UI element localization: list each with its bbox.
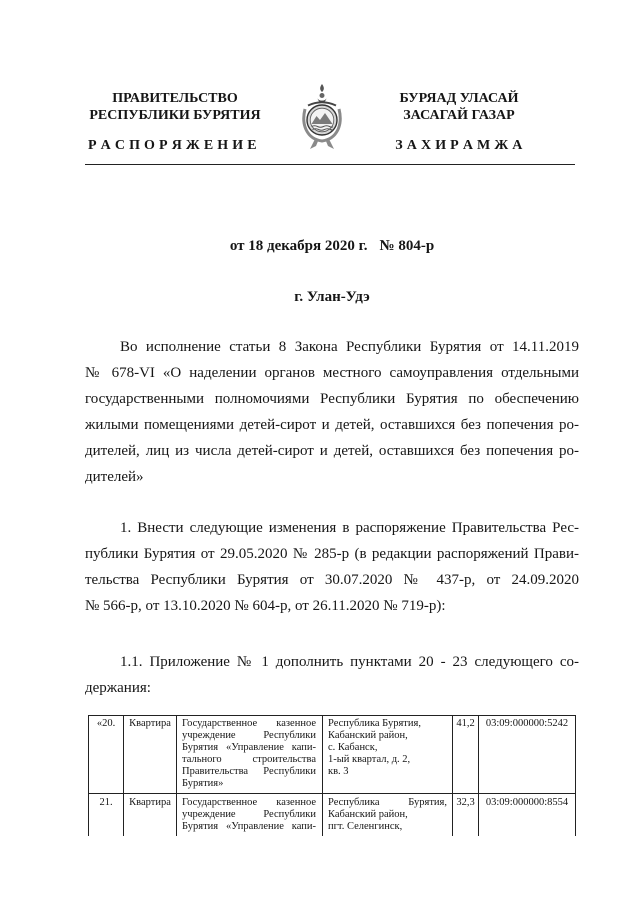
paragraph-line: жилыми помещениями детей-сирот и детей, оставшихся без попечения ро-: [85, 417, 579, 433]
decree-number: № 804-р: [379, 238, 435, 254]
cell-address: [323, 716, 453, 794]
issuer-name-line: ЗАСАГАЙ ГАЗАР: [403, 108, 515, 123]
issuer-name-line: БУРЯАД УЛАСАЙ: [399, 91, 519, 106]
paragraph-line: дителей»: [85, 469, 144, 485]
cell-rights-holder: [177, 794, 323, 836]
issuer-name-bua: [369, 90, 549, 124]
address-line: кв. 3: [328, 766, 349, 777]
cell-rights-holder: [177, 716, 323, 794]
object-type: Квартира: [129, 718, 171, 729]
decree-date: от 18 декабря 2020 г.: [229, 238, 368, 254]
cell-area: [453, 716, 479, 794]
rights-holder-line: Государственное казенное: [182, 718, 316, 729]
decree-city: г. Улан-Удэ: [294, 289, 370, 305]
rights-holder-line: тального строительства: [182, 754, 316, 765]
header-divider: [85, 164, 575, 165]
table-row: [89, 716, 576, 794]
cell-item-number: [89, 716, 124, 794]
paragraph-line: 1. Внести следующие изменения в распоряжение Правительства Рес-: [120, 520, 579, 536]
address-line: Республика Бурятия,: [328, 797, 447, 808]
cadastral-number: 03:09:000000:5242: [485, 718, 569, 729]
issuer-name-line: РЕСПУБЛИКИ БУРЯТИЯ: [89, 108, 261, 123]
paragraph-line: дителей, лиц из числа детей-сирот и детей, оставшихся без попечения ро-: [85, 443, 579, 459]
address-line: с. Кабанск,: [328, 742, 378, 753]
decree-date-number: [85, 236, 579, 256]
rights-holder-line: учреждение Республики: [182, 809, 316, 820]
address-line: Кабанский район,: [328, 809, 408, 820]
issuer-name-line: ПРАВИТЕЛЬСТВО: [112, 91, 238, 106]
coat-of-arms-emblem: [299, 83, 345, 151]
rights-holder-line: учреждение Республики: [182, 730, 316, 741]
cell-address: [323, 794, 453, 836]
address-line: Кабанский район,: [328, 730, 408, 741]
rights-holder-line: Бурятия «Управление капи-: [182, 821, 316, 832]
paragraph-line: 1.1. Приложение № 1 дополнить пунктами 20 - 23 следующего со-: [120, 654, 579, 670]
rights-holder-line: Правительства Республики: [182, 766, 316, 777]
rights-holder-line: Бурятия»: [182, 778, 224, 789]
table-row: [89, 794, 576, 836]
cell-object-type: [124, 716, 177, 794]
rights-holder-line: Государственное казенное: [182, 797, 316, 808]
rights-holder-line: Бурятия «Управление капи-: [182, 742, 316, 753]
document-type-bua: З А Х И Р А М Ж А: [395, 138, 523, 153]
issuer-name-ru: [85, 90, 265, 124]
paragraph-line: № 566-р, от 13.10.2020 № 604-р, от 26.11.2020 № 719-р):: [85, 598, 446, 614]
cadastral-number: 03:09:000000:8554: [485, 797, 569, 808]
paragraph-line: держания:: [85, 680, 151, 696]
area-value: 32,3: [456, 797, 475, 808]
paragraph-line: № 678-VI «О наделении органов местного самоуправления отдельными: [85, 365, 579, 381]
cell-cadastral-number: [479, 794, 576, 836]
cell-item-number: [89, 794, 124, 836]
paragraph-line: государственными полномочиями Республики Бурятия по обеспечению: [85, 391, 579, 407]
address-line: Республика Бурятия,: [328, 718, 421, 729]
item-number: 21.: [99, 797, 113, 808]
cell-area: [453, 794, 479, 836]
paragraph-line: тельства Республики Бурятия от 30.07.2020 № 437-р, от 24.09.2020: [85, 572, 579, 588]
document-type-ru: Р А С П О Р Я Ж Е Н И Е: [88, 138, 257, 153]
body-paragraph: [85, 334, 579, 490]
cell-cadastral-number: [479, 716, 576, 794]
cell-object-type: [124, 794, 177, 836]
body-paragraph: [85, 515, 579, 619]
area-value: 41,2: [456, 718, 475, 729]
object-type: Квартира: [129, 797, 171, 808]
paragraph-line: Во исполнение статьи 8 Закона Республики Бурятия от 14.11.2019: [120, 339, 579, 355]
item-number: «20.: [96, 718, 116, 729]
property-table: [88, 715, 576, 836]
body-paragraph: [85, 649, 579, 701]
paragraph-line: публики Бурятия от 29.05.2020 № 285-р (в редакции распоряжений Прави-: [85, 546, 579, 562]
address-line: пгт. Селенгинск,: [328, 821, 403, 832]
address-line: 1-ый квартал, д. 2,: [328, 754, 411, 765]
